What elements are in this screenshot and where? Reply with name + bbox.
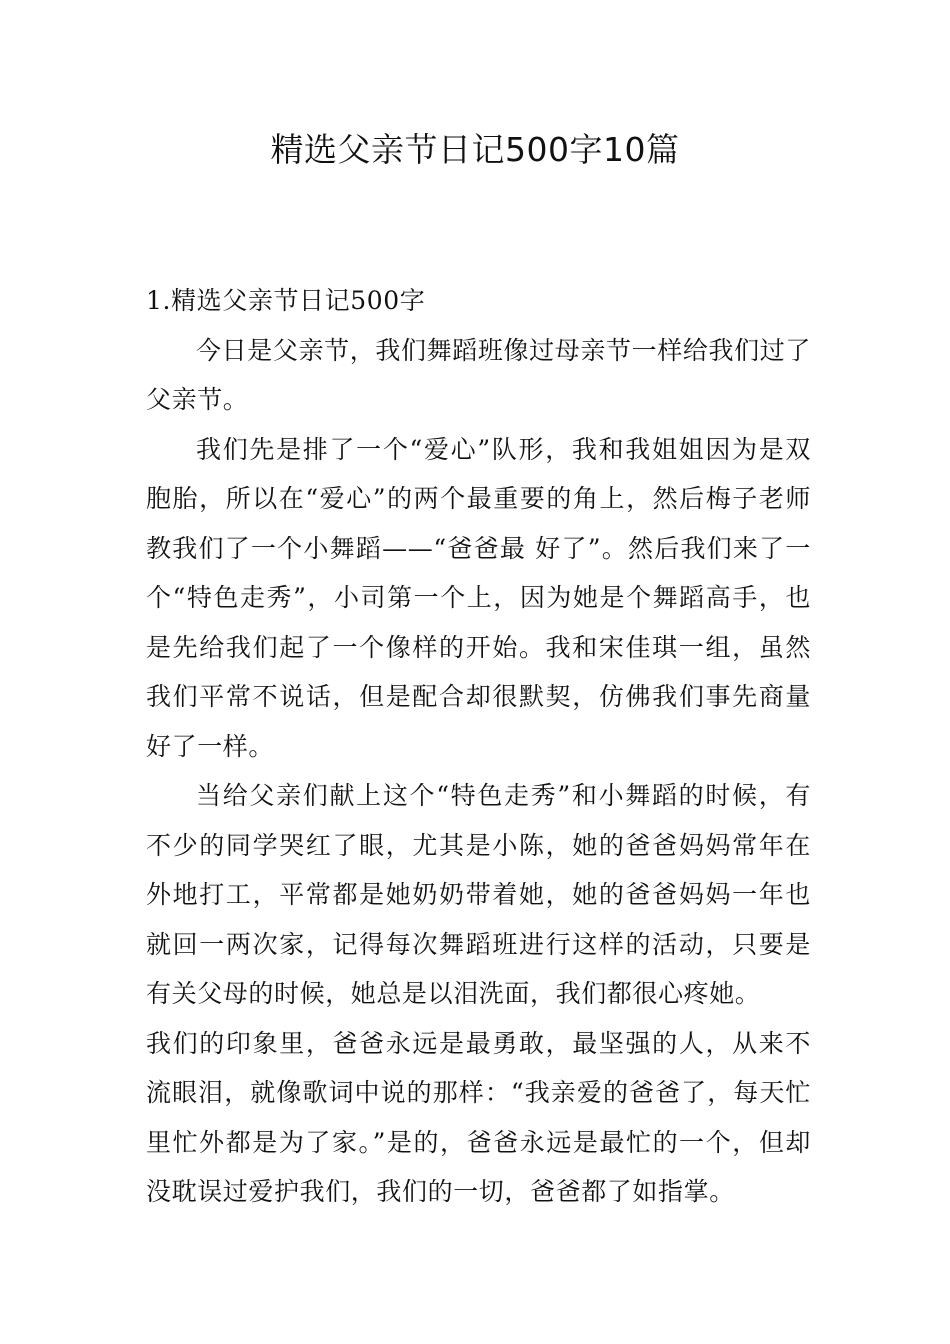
- paragraph-3: 当给父亲们献上这个“特色走秀”和小舞蹈的时候，有不少的同学哭红了眼，尤其是小陈，她的爸爸妈妈常年在外地打工，平常都是她奶奶带着她，她的爸爸妈妈一年也就回一两次家，记得每次舞蹈班进行这样的活动，只要是有关父母的时候，她总是以泪洗面，我们都很心疼她。: [146, 781, 811, 1008]
- paragraph-4: 我们的印象里，爸爸永远是最勇敢，最坚强的人，从来不流眼泪，就像歌词中说的那样：“我亲爱的爸爸了，每天忙里忙外都是为了家。”是的，爸爸永远是最忙的一个，但却没耽误过爱护我们，我们的一切，爸爸都了如指掌。: [146, 1028, 811, 1206]
- document-title: 精选父亲节日记500字10篇: [270, 130, 680, 169]
- paragraph-2: 我们先是排了一个“爱心”队形，我和我姐姐因为是双胞胎，所以在“爱心”的两个最重要的角上，然后梅子老师教我们了一个小舞蹈——“爸爸最 好了”。然后我们来了一个“特色走秀”，小司第一个上，因为她是个舞蹈高手，也是先给我们起了一个像样的开始。我和宋佳琪一组，虽然我们平常不说话，但是配合却很默契，仿佛我们事先商量好了一样。: [146, 434, 811, 761]
- document-body: [146, 276, 811, 1217]
- section-heading: 1.精选父亲节日记500字: [146, 286, 426, 315]
- paragraph-1: 今日是父亲节，我们舞蹈班像过母亲节一样给我们过了父亲节。: [146, 335, 811, 414]
